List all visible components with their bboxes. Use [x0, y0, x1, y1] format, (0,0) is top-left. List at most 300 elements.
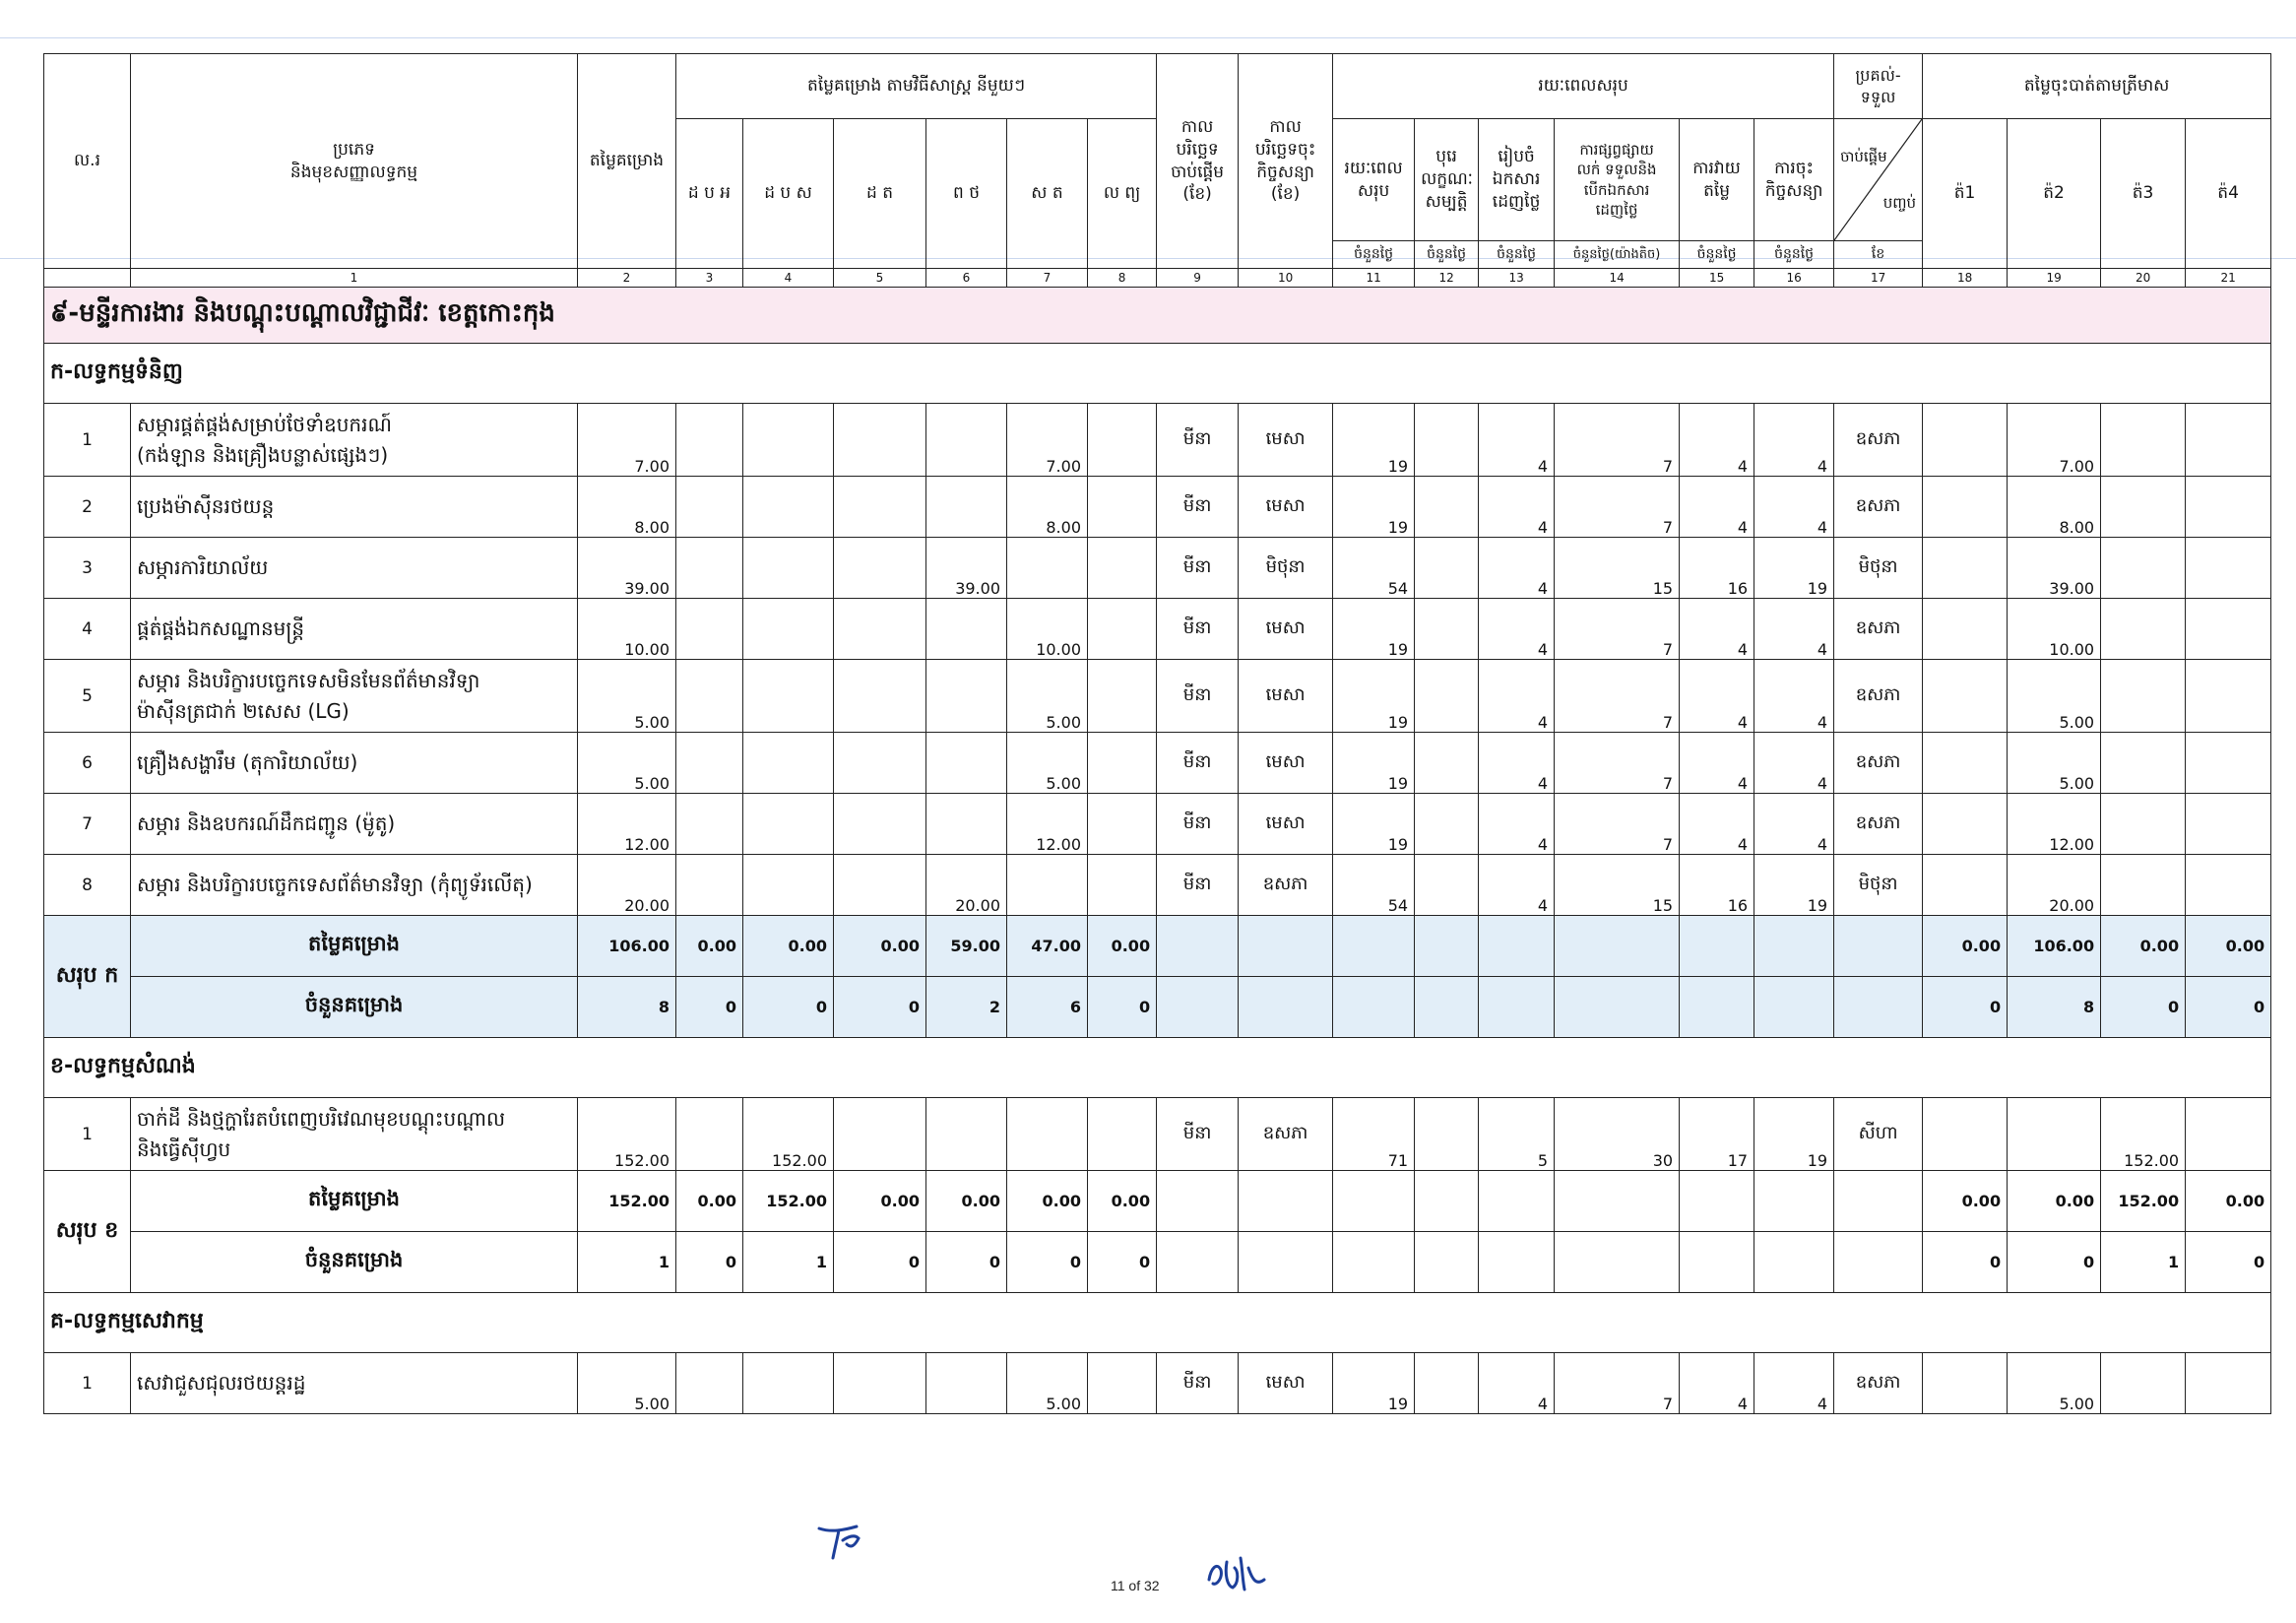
method-value: [834, 855, 926, 916]
column-number-cell: 19: [2008, 269, 2101, 288]
duration-days: 19: [1333, 660, 1415, 733]
summary-quarter-value: 0: [2101, 977, 2186, 1038]
column-number-cell: 5: [834, 269, 926, 288]
start-month: មីនា: [1157, 1098, 1239, 1171]
method-value: [1088, 1353, 1157, 1414]
method-value: 152.00: [743, 1098, 834, 1171]
duration-days: [1415, 733, 1479, 794]
quarter-value: [2008, 1098, 2101, 1171]
header-no: ល.រ: [44, 54, 131, 269]
column-number-cell: 6: [926, 269, 1007, 288]
column-number-cell: 10: [1239, 269, 1333, 288]
duration-days: 4: [1479, 1353, 1555, 1414]
section-title: ក-លទ្ធកម្មទំនិញ: [44, 344, 2271, 404]
item-name: ផ្គត់ផ្គង់ឯកសណ្ឋានមន្ត្រី: [131, 599, 578, 660]
summary-value: 0: [1007, 1232, 1088, 1293]
quarter-value: [2186, 733, 2271, 794]
duration-days: 15: [1555, 855, 1680, 916]
method-value: [743, 477, 834, 538]
header-unit: ចំនួនថ្ងៃ(យ៉ាងតិច): [1555, 241, 1680, 269]
estimate-value: 39.00: [578, 538, 676, 599]
row-number: 7: [44, 794, 131, 855]
quarter-value: 10.00: [2008, 599, 2101, 660]
column-number-cell: 11: [1333, 269, 1415, 288]
empty-cell: [1157, 1171, 1239, 1232]
start-month: មីនា: [1157, 538, 1239, 599]
table-row: [44, 599, 2271, 660]
table-row: [44, 733, 2271, 794]
quarter-value: [2101, 599, 2186, 660]
empty-cell: [1157, 1232, 1239, 1293]
method-value: [926, 733, 1007, 794]
header-unit: ចំនួនថ្ងៃ: [1754, 241, 1834, 269]
method-value: [676, 660, 743, 733]
row-number: 6: [44, 733, 131, 794]
method-value: [676, 599, 743, 660]
header-method: ដ ប ស: [743, 119, 834, 269]
empty-cell: [1834, 1232, 1923, 1293]
method-value: [926, 404, 1007, 477]
header-quarter-group: តម្លៃចុះបាត់តាមត្រីមាស: [1923, 54, 2271, 119]
unit-title: ៩-មន្ទីរការងារ និងបណ្តុះបណ្តាលវិជ្ជាជីវៈ ខេត្តកោះកុង: [44, 288, 2271, 344]
column-number-cell: 7: [1007, 269, 1088, 288]
duration-days: [1415, 855, 1479, 916]
method-value: [834, 733, 926, 794]
quarter-value: 12.00: [2008, 794, 2101, 855]
duration-days: [1415, 404, 1479, 477]
method-value: [743, 1353, 834, 1414]
table-row: [44, 1353, 2271, 1414]
estimate-value: 10.00: [578, 599, 676, 660]
quarter-value: [2186, 1098, 2271, 1171]
quarter-value: [2186, 855, 2271, 916]
method-value: [743, 404, 834, 477]
duration-days: 71: [1333, 1098, 1415, 1171]
method-value: [926, 794, 1007, 855]
header-quarter: ត៉2: [2008, 119, 2101, 269]
header-delivery-split: [1834, 119, 1923, 241]
row-number: 5: [44, 660, 131, 733]
start-month: មីនា: [1157, 794, 1239, 855]
duration-days: 4: [1479, 599, 1555, 660]
empty-cell: [1555, 1232, 1680, 1293]
method-value: [1007, 855, 1088, 916]
header-method-group: តម្លៃគម្រោង តាមវិធីសាស្ត្រ នីមួយៗ: [676, 54, 1157, 119]
delivery-month: ឧសភា: [1834, 477, 1923, 538]
sign-month: មេសា: [1239, 1353, 1333, 1414]
summary-label: ចំនួនគម្រោង: [131, 977, 578, 1038]
column-number-row: [44, 269, 2271, 288]
delivery-month: ឧសភា: [1834, 660, 1923, 733]
method-value: [743, 599, 834, 660]
start-month: មីនា: [1157, 599, 1239, 660]
quarter-value: 152.00: [2101, 1098, 2186, 1171]
header-duration: ការចុះ កិច្ចសន្យា: [1754, 119, 1834, 241]
summary-quarter-value: 0.00: [1923, 1171, 2008, 1232]
quarter-value: [2101, 477, 2186, 538]
empty-cell: [1479, 977, 1555, 1038]
method-value: [926, 477, 1007, 538]
delivery-month: សីហា: [1834, 1098, 1923, 1171]
summary-quarter-value: 0: [2186, 977, 2271, 1038]
table-row: [44, 660, 2271, 733]
scan-guide-line: [0, 37, 2296, 38]
signature: [1203, 1550, 1268, 1599]
item-name: សម្ភារ និងបរិក្ខារបច្ចេកទេសមិនមែនព័ត៌មានវិទ្យា ម៉ាស៊ីនត្រជាក់ ២សេស (LG): [131, 660, 578, 733]
estimate-value: 152.00: [578, 1098, 676, 1171]
method-value: 5.00: [1007, 733, 1088, 794]
empty-cell: [1680, 916, 1754, 977]
method-value: [834, 477, 926, 538]
duration-days: 4: [1754, 404, 1834, 477]
start-month: មីនា: [1157, 733, 1239, 794]
quarter-value: [2101, 660, 2186, 733]
empty-cell: [1479, 916, 1555, 977]
empty-cell: [1834, 977, 1923, 1038]
summary-value: 0.00: [743, 916, 834, 977]
quarter-value: [1923, 538, 2008, 599]
column-number-cell: 20: [2101, 269, 2186, 288]
empty-cell: [1680, 1232, 1754, 1293]
header-unit: ចំនួនថ្ងៃ: [1415, 241, 1479, 269]
column-number-cell: [44, 269, 131, 288]
table-body: [44, 288, 2271, 1414]
empty-cell: [1239, 1171, 1333, 1232]
sign-month: ឧសភា: [1239, 855, 1333, 916]
summary-tag: សរុប ខ: [44, 1171, 131, 1293]
diagonal-divider: [1834, 119, 1922, 240]
method-value: 5.00: [1007, 1353, 1088, 1414]
method-value: [1088, 1098, 1157, 1171]
method-value: 10.00: [1007, 599, 1088, 660]
empty-cell: [1479, 1232, 1555, 1293]
summary-value: 152.00: [743, 1171, 834, 1232]
section-title: គ-លទ្ធកម្មសេវាកម្ម: [44, 1293, 2271, 1353]
item-name: ប្រេងម៉ាស៊ីនរថយន្ត: [131, 477, 578, 538]
quarter-value: [2186, 404, 2271, 477]
item-name: សម្ភារ និងឧបករណ៍ដឹកជញ្ជូន (ម៉ូតូ): [131, 794, 578, 855]
header-duration: ការវាយ តម្លៃ: [1680, 119, 1754, 241]
empty-cell: [1157, 916, 1239, 977]
method-value: [676, 855, 743, 916]
method-value: [834, 660, 926, 733]
item-name: សេវាជួសជុលរថយន្តរដ្ឋ: [131, 1353, 578, 1414]
empty-cell: [1555, 977, 1680, 1038]
table-row: [44, 1098, 2271, 1171]
sign-month: មេសា: [1239, 733, 1333, 794]
column-number-cell: 15: [1680, 269, 1754, 288]
summary-value: 0: [834, 977, 926, 1038]
delivery-month: ឧសភា: [1834, 404, 1923, 477]
summary-label: តម្លៃគម្រោង: [131, 1171, 578, 1232]
method-value: [1088, 599, 1157, 660]
summary-quarter-value: 0.00: [1923, 916, 2008, 977]
summary-quarter-value: 0: [2008, 1232, 2101, 1293]
row-number: 8: [44, 855, 131, 916]
summary-value: 0.00: [1088, 916, 1157, 977]
duration-days: 7: [1555, 794, 1680, 855]
method-value: 39.00: [926, 538, 1007, 599]
summary-value: 1: [743, 1232, 834, 1293]
empty-cell: [1680, 1171, 1754, 1232]
duration-days: 4: [1680, 404, 1754, 477]
empty-cell: [1754, 1232, 1834, 1293]
summary-quarter-value: 0.00: [2186, 1171, 2271, 1232]
summary-value: 0: [926, 1232, 1007, 1293]
quarter-value: [1923, 794, 2008, 855]
delivery-month: មិថុនា: [1834, 538, 1923, 599]
method-value: [926, 1353, 1007, 1414]
summary-value: 0.00: [1088, 1171, 1157, 1232]
column-number-cell: 12: [1415, 269, 1479, 288]
method-value: [834, 1353, 926, 1414]
summary-value: 0: [1088, 1232, 1157, 1293]
table-row: [44, 477, 2271, 538]
method-value: 8.00: [1007, 477, 1088, 538]
quarter-value: [2186, 599, 2271, 660]
summary-quarter-value: 0.00: [2008, 1171, 2101, 1232]
row-number: 1: [44, 1353, 131, 1414]
summary-value: 6: [1007, 977, 1088, 1038]
delivery-month: ឧសភា: [1834, 1353, 1923, 1414]
quarter-value: [2101, 538, 2186, 599]
estimate-value: 12.00: [578, 794, 676, 855]
quarter-value: [1923, 404, 2008, 477]
method-value: [676, 1353, 743, 1414]
sign-month: ឧសភា: [1239, 1098, 1333, 1171]
quarter-value: [1923, 733, 2008, 794]
duration-days: 19: [1333, 404, 1415, 477]
header-start: កាល បរិច្ឆេទ ចាប់ផ្ដើម (ខែ): [1157, 54, 1239, 269]
start-month: មីនា: [1157, 855, 1239, 916]
column-number-cell: 17: [1834, 269, 1923, 288]
column-number-cell: 3: [676, 269, 743, 288]
delivery-month: មិថុនា: [1834, 855, 1923, 916]
duration-days: 19: [1333, 477, 1415, 538]
method-value: [743, 794, 834, 855]
quarter-value: 39.00: [2008, 538, 2101, 599]
quarter-value: [2101, 1353, 2186, 1414]
summary-value: 1: [578, 1232, 676, 1293]
duration-days: [1415, 599, 1479, 660]
method-value: 5.00: [1007, 660, 1088, 733]
sign-month: មេសា: [1239, 599, 1333, 660]
delivery-month: ឧសភា: [1834, 599, 1923, 660]
start-month: មីនា: [1157, 660, 1239, 733]
header-duration: រៀបចំ ឯកសារ ដេញថ្លៃ: [1479, 119, 1555, 241]
header-unit: ចំនួនថ្ងៃ: [1479, 241, 1555, 269]
estimate-value: 5.00: [578, 660, 676, 733]
summary-label: ចំនួនគម្រោង: [131, 1232, 578, 1293]
empty-cell: [1754, 916, 1834, 977]
duration-days: 19: [1754, 538, 1834, 599]
quarter-value: [2101, 855, 2186, 916]
row-number: 3: [44, 538, 131, 599]
summary-value: 0.00: [834, 1171, 926, 1232]
header-quarter: ត៉3: [2101, 119, 2186, 269]
empty-cell: [1479, 1171, 1555, 1232]
method-value: 7.00: [1007, 404, 1088, 477]
header-duration: បុរេ លក្ខណៈ សម្បត្តិ: [1415, 119, 1479, 241]
summary-value: 0.00: [834, 916, 926, 977]
item-name: គ្រឿងសង្ហារឹម (តុការិយាល័យ): [131, 733, 578, 794]
method-value: 12.00: [1007, 794, 1088, 855]
header-unit: ខែ: [1834, 241, 1923, 269]
row-number: 4: [44, 599, 131, 660]
header-sign: កាល បរិច្ឆេទចុះ កិច្ចសន្យា (ខែ): [1239, 54, 1333, 269]
column-number-cell: 8: [1088, 269, 1157, 288]
row-number: 1: [44, 1098, 131, 1171]
duration-days: 4: [1754, 733, 1834, 794]
empty-cell: [1333, 1232, 1415, 1293]
duration-days: 19: [1333, 599, 1415, 660]
item-name: ចាក់ដី និងថ្មក្ហារែតបំពេញបរិវេណមុខបណ្តុះបណ្តាល និងធ្វើស៊ីហ្វប: [131, 1098, 578, 1171]
summary-value: 47.00: [1007, 916, 1088, 977]
empty-cell: [1754, 1171, 1834, 1232]
column-number-cell: 9: [1157, 269, 1239, 288]
item-name: សម្ភារ និងបរិក្ខារបច្ចេកទេសព័ត៌មានវិទ្យា (កុំព្យូទ័រលើតុ): [131, 855, 578, 916]
duration-days: 4: [1680, 660, 1754, 733]
summary-quarter-value: 152.00: [2101, 1171, 2186, 1232]
method-value: [743, 855, 834, 916]
duration-days: 4: [1754, 660, 1834, 733]
start-month: មីនា: [1157, 477, 1239, 538]
duration-days: [1415, 794, 1479, 855]
item-name: សម្ភារការិយាល័យ: [131, 538, 578, 599]
duration-days: 19: [1754, 855, 1834, 916]
row-number: 2: [44, 477, 131, 538]
quarter-value: [1923, 855, 2008, 916]
summary-quarter-value: 1: [2101, 1232, 2186, 1293]
duration-days: 4: [1680, 794, 1754, 855]
duration-days: 4: [1754, 1353, 1834, 1414]
method-value: [676, 733, 743, 794]
method-value: [926, 1098, 1007, 1171]
estimate-value: 5.00: [578, 1353, 676, 1414]
summary-value: 0: [676, 1232, 743, 1293]
summary-quarter-value: 106.00: [2008, 916, 2101, 977]
column-number-cell: 14: [1555, 269, 1680, 288]
duration-days: [1415, 538, 1479, 599]
method-value: [834, 538, 926, 599]
method-value: [1088, 660, 1157, 733]
method-value: [1088, 855, 1157, 916]
summary-value: 0.00: [926, 1171, 1007, 1232]
duration-days: [1415, 1098, 1479, 1171]
duration-days: 4: [1479, 538, 1555, 599]
estimate-value: 7.00: [578, 404, 676, 477]
duration-days: 4: [1680, 733, 1754, 794]
sign-month: មេសា: [1239, 404, 1333, 477]
empty-cell: [1415, 1232, 1479, 1293]
quarter-value: [2186, 794, 2271, 855]
quarter-value: [1923, 599, 2008, 660]
duration-days: 16: [1680, 855, 1754, 916]
column-number-cell: 1: [131, 269, 578, 288]
method-value: [834, 404, 926, 477]
start-month: មីនា: [1157, 404, 1239, 477]
method-value: [1088, 794, 1157, 855]
duration-days: 4: [1754, 477, 1834, 538]
summary-quarter-value: 0.00: [2186, 916, 2271, 977]
column-number-cell: 18: [1923, 269, 2008, 288]
summary-value: 0.00: [676, 1171, 743, 1232]
quarter-value: [1923, 1098, 2008, 1171]
summary-value: 8: [578, 977, 676, 1038]
duration-days: 19: [1754, 1098, 1834, 1171]
estimate-value: 20.00: [578, 855, 676, 916]
row-number: 1: [44, 404, 131, 477]
method-value: [676, 794, 743, 855]
duration-days: 5: [1479, 1098, 1555, 1171]
page-number: 11 of 32: [1111, 1578, 1160, 1593]
header-unit: ចំនួនថ្ងៃ: [1680, 241, 1754, 269]
method-value: [1088, 733, 1157, 794]
header-type: ប្រភេទ និងមុខសញ្ញាលទ្ធកម្ម: [131, 54, 578, 269]
summary-quarter-value: 0: [2186, 1232, 2271, 1293]
summary-row: [44, 1232, 2271, 1293]
method-value: [834, 1098, 926, 1171]
duration-days: [1415, 477, 1479, 538]
method-value: [1088, 538, 1157, 599]
method-value: [834, 794, 926, 855]
duration-days: 16: [1680, 538, 1754, 599]
header-method: ដ ត: [834, 119, 926, 269]
quarter-value: 8.00: [2008, 477, 2101, 538]
empty-cell: [1333, 1171, 1415, 1232]
empty-cell: [1555, 916, 1680, 977]
duration-days: [1415, 1353, 1479, 1414]
quarter-value: [1923, 660, 2008, 733]
method-value: [676, 477, 743, 538]
column-number-cell: 2: [578, 269, 676, 288]
delivery-month: ឧសភា: [1834, 733, 1923, 794]
quarter-value: [2186, 538, 2271, 599]
summary-value: 0.00: [1007, 1171, 1088, 1232]
sign-month: មេសា: [1239, 660, 1333, 733]
empty-cell: [1333, 977, 1415, 1038]
sign-month: មេសា: [1239, 477, 1333, 538]
summary-value: 59.00: [926, 916, 1007, 977]
summary-quarter-value: 0: [1923, 977, 2008, 1038]
duration-days: 4: [1479, 660, 1555, 733]
method-value: [1007, 538, 1088, 599]
empty-cell: [1239, 916, 1333, 977]
duration-days: 4: [1680, 599, 1754, 660]
delivery-start-label: ចាប់ផ្ដើម: [1840, 148, 1887, 166]
summary-quarter-value: 0: [1923, 1232, 2008, 1293]
header-method: ល ព្យ: [1088, 119, 1157, 269]
duration-days: 4: [1680, 477, 1754, 538]
sign-month: មេសា: [1239, 794, 1333, 855]
header-duration: ការផ្សព្វផ្សាយ លក់ ទទួលនិង បើកឯកសារ ដេញថ្លៃ: [1555, 119, 1680, 241]
quarter-value: [2186, 477, 2271, 538]
summary-value: 0: [1088, 977, 1157, 1038]
quarter-value: [2101, 794, 2186, 855]
method-value: [926, 660, 1007, 733]
section-title: ខ-លទ្ធកម្មសំណង់: [44, 1038, 2271, 1098]
method-value: [676, 1098, 743, 1171]
duration-days: 4: [1479, 855, 1555, 916]
summary-label: តម្លៃគម្រោង: [131, 916, 578, 977]
summary-value: 0: [743, 977, 834, 1038]
quarter-value: [2101, 733, 2186, 794]
sign-month: មិថុនា: [1239, 538, 1333, 599]
quarter-value: 20.00: [2008, 855, 2101, 916]
duration-days: 19: [1333, 1353, 1415, 1414]
empty-cell: [1754, 977, 1834, 1038]
header-estimate: តម្លៃគម្រោង: [578, 54, 676, 269]
